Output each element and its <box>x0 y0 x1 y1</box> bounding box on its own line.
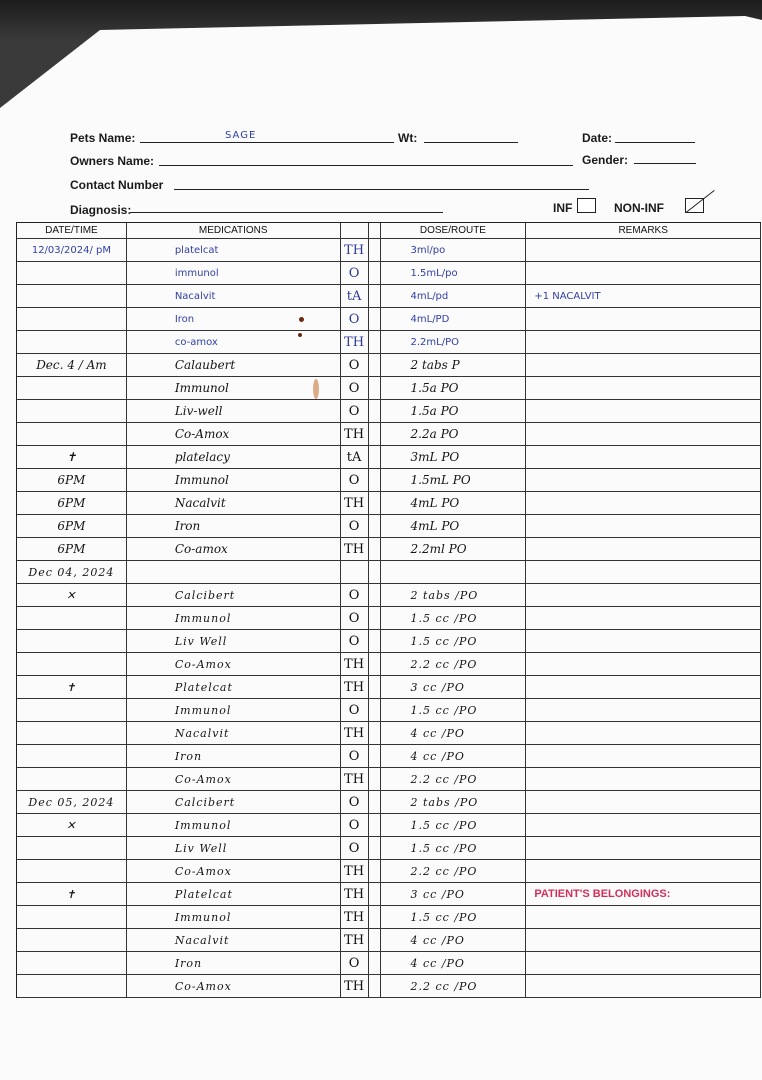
remarks-cell <box>526 630 761 652</box>
diagnosis-field[interactable] <box>130 212 443 213</box>
spacer-cell <box>369 239 381 261</box>
table-header <box>17 223 761 239</box>
medication-cell: Co-Amox <box>127 653 341 675</box>
table-row <box>17 331 761 354</box>
initials-cell: TH <box>341 929 369 951</box>
initials-cell: TH <box>341 883 369 905</box>
initials-cell: TH <box>341 492 369 514</box>
medication-cell: Nacalvit <box>127 929 341 951</box>
spacer-cell <box>369 906 381 928</box>
remarks-cell <box>526 561 761 583</box>
remarks-cell <box>526 676 761 698</box>
date-field[interactable] <box>615 142 695 143</box>
pets-name-field[interactable] <box>140 142 394 143</box>
contact-number-label: Contact Number <box>70 178 164 192</box>
table-row <box>17 561 761 584</box>
table-row <box>17 860 761 883</box>
table-row <box>17 699 761 722</box>
dose-route-cell: 2.2 cc /PO <box>381 975 527 997</box>
medication-cell: Liv Well <box>127 630 341 652</box>
initials-cell: TH <box>341 906 369 928</box>
medication-cell: Co-Amox <box>127 423 341 445</box>
remarks-cell <box>526 239 761 261</box>
date-time-cell <box>17 975 127 997</box>
remarks-cell <box>526 262 761 284</box>
initials-cell: O <box>341 400 369 422</box>
remarks-cell <box>526 952 761 974</box>
remarks-cell <box>526 515 761 537</box>
col-initials <box>341 223 369 238</box>
dose-route-cell: 2 tabs /PO <box>381 791 527 813</box>
initials-cell: O <box>341 745 369 767</box>
table-row <box>17 584 761 607</box>
spacer-cell <box>369 814 381 836</box>
table-row <box>17 308 761 331</box>
dose-route-cell: 4mL PO <box>381 515 527 537</box>
table-row <box>17 952 761 975</box>
remarks-cell <box>526 400 761 422</box>
remarks-cell <box>526 722 761 744</box>
dose-route-cell: 1.5mL/po <box>381 262 527 284</box>
dose-route-cell: 1.5 cc /PO <box>381 814 527 836</box>
dose-route-cell: 1.5a PO <box>381 400 527 422</box>
initials-cell: O <box>341 354 369 376</box>
spacer-cell <box>369 400 381 422</box>
dose-route-cell: 2.2 cc /PO <box>381 768 527 790</box>
dose-route-cell: 4mL PO <box>381 492 527 514</box>
dose-route-cell: 4 cc /PO <box>381 722 527 744</box>
date-time-cell <box>17 262 127 284</box>
spacer-cell <box>369 561 381 583</box>
owners-name-label: Owners Name: <box>70 154 155 168</box>
dose-route-cell: 2.2 cc /PO <box>381 653 527 675</box>
contact-number-field[interactable] <box>174 189 589 190</box>
initials-cell: O <box>341 308 369 330</box>
remarks-cell <box>526 837 761 859</box>
remarks-cell <box>526 469 761 491</box>
spacer-cell <box>369 423 381 445</box>
spacer-cell <box>369 354 381 376</box>
dose-route-cell: 2.2ml PO <box>381 538 527 560</box>
remarks-cell <box>526 423 761 445</box>
initials-cell: O <box>341 607 369 629</box>
medication-cell: co-amox <box>127 331 341 353</box>
initials-cell: O <box>341 377 369 399</box>
date-time-cell: 6PM <box>17 538 127 560</box>
remarks-cell <box>526 814 761 836</box>
col-medications: MEDICATIONS <box>127 223 341 238</box>
spacer-cell <box>369 676 381 698</box>
initials-cell: tA <box>341 446 369 468</box>
date-time-cell <box>17 308 127 330</box>
spacer-cell <box>369 538 381 560</box>
medication-cell: Immunol <box>127 814 341 836</box>
table-row <box>17 354 761 377</box>
dose-route-cell: 4mL/PD <box>381 308 527 330</box>
table-row <box>17 768 761 791</box>
dose-route-cell: 2.2 cc /PO <box>381 860 527 882</box>
inf-label: INF <box>553 201 573 215</box>
spacer-cell <box>369 837 381 859</box>
dose-route-cell: 2.2mL/PO <box>381 331 527 353</box>
remarks-cell: +1 NACALVIT <box>526 285 761 307</box>
table-row <box>17 906 761 929</box>
date-time-cell <box>17 952 127 974</box>
spacer-cell <box>369 630 381 652</box>
table-row <box>17 400 761 423</box>
initials-cell: TH <box>341 768 369 790</box>
medication-cell: Iron <box>127 515 341 537</box>
date-time-cell <box>17 906 127 928</box>
date-time-cell <box>17 745 127 767</box>
medication-cell: Immunol <box>127 607 341 629</box>
remarks-cell <box>526 653 761 675</box>
table-row <box>17 492 761 515</box>
medication-cell: Immunol <box>127 699 341 721</box>
initials-cell: TH <box>341 331 369 353</box>
dose-route-cell: 2 tabs /PO <box>381 584 527 606</box>
initials-cell: O <box>341 469 369 491</box>
table-row <box>17 975 761 998</box>
date-label: Date: <box>582 131 613 145</box>
table-row <box>17 837 761 860</box>
date-time-cell: ✝ <box>17 446 127 468</box>
remarks-cell <box>526 308 761 330</box>
table-row <box>17 630 761 653</box>
medication-cell: Platelcat <box>127 883 341 905</box>
spacer-cell <box>369 791 381 813</box>
col-date-time: DATE/TIME <box>17 223 127 238</box>
date-time-cell: ✝ <box>17 676 127 698</box>
medication-cell: Liv-well <box>127 400 341 422</box>
initials-cell: TH <box>341 653 369 675</box>
remarks-cell <box>526 584 761 606</box>
remarks-cell <box>526 906 761 928</box>
medication-cell: Co-amox <box>127 538 341 560</box>
gender-label: Gender: <box>582 153 629 167</box>
medication-cell: Platelcat <box>127 676 341 698</box>
owners-name-field[interactable] <box>159 165 573 166</box>
initials-cell: TH <box>341 423 369 445</box>
table-row <box>17 423 761 446</box>
table-row <box>17 722 761 745</box>
initials-cell: TH <box>341 239 369 261</box>
date-time-cell <box>17 331 127 353</box>
table-row <box>17 653 761 676</box>
initials-cell: TH <box>341 676 369 698</box>
medication-cell: Calaubert <box>127 354 341 376</box>
medication-cell: Co-Amox <box>127 975 341 997</box>
date-time-cell <box>17 630 127 652</box>
initials-cell: O <box>341 791 369 813</box>
date-time-cell <box>17 400 127 422</box>
stain-mark <box>298 333 302 337</box>
initials-cell: O <box>341 814 369 836</box>
spacer-cell <box>369 285 381 307</box>
initials-cell: O <box>341 952 369 974</box>
table-row <box>17 285 761 308</box>
dose-route-cell: 3 cc /PO <box>381 883 527 905</box>
medication-cell: platelcat <box>127 239 341 261</box>
pets-name-label: Pets Name: <box>70 131 136 145</box>
spacer-cell <box>369 377 381 399</box>
date-time-cell: 6PM <box>17 469 127 491</box>
non-inf-label: NON-INF <box>614 201 664 215</box>
table-row <box>17 239 761 262</box>
initials-cell: TH <box>341 538 369 560</box>
remarks-cell <box>526 538 761 560</box>
gender-field[interactable] <box>634 163 696 164</box>
table-row <box>17 745 761 768</box>
table-row <box>17 883 761 906</box>
date-time-cell <box>17 699 127 721</box>
spacer-cell <box>369 492 381 514</box>
initials-cell: tA <box>341 285 369 307</box>
medication-cell <box>127 561 341 583</box>
date-time-cell <box>17 837 127 859</box>
date-time-cell: ✕ <box>17 814 127 836</box>
medication-cell: Iron <box>127 745 341 767</box>
pets-name-value: SAGE <box>225 130 257 141</box>
spacer-cell <box>369 331 381 353</box>
dose-route-cell: 4 cc /PO <box>381 745 527 767</box>
spacer-cell <box>369 584 381 606</box>
medication-cell: Immunol <box>127 906 341 928</box>
spacer-cell <box>369 975 381 997</box>
wt-field[interactable] <box>424 142 518 143</box>
dose-route-cell: 4 cc /PO <box>381 929 527 951</box>
dose-route-cell: 1.5 cc /PO <box>381 607 527 629</box>
medication-cell: immunol <box>127 262 341 284</box>
dose-route-cell: 3ml/po <box>381 239 527 261</box>
spacer-cell <box>369 929 381 951</box>
medication-cell: Co-Amox <box>127 768 341 790</box>
initials-cell: TH <box>341 860 369 882</box>
remarks-cell <box>526 446 761 468</box>
table-row <box>17 676 761 699</box>
dose-route-cell: 1.5a PO <box>381 377 527 399</box>
remarks-cell <box>526 699 761 721</box>
col-remarks: REMARKS <box>526 223 761 238</box>
date-time-cell <box>17 929 127 951</box>
table-row <box>17 791 761 814</box>
remarks-cell <box>526 860 761 882</box>
medication-cell: Co-Amox <box>127 860 341 882</box>
date-time-cell: Dec 05, 2024 <box>17 791 127 813</box>
remarks-cell <box>526 354 761 376</box>
remarks-cell <box>526 745 761 767</box>
dose-route-cell: 2 tabs P <box>381 354 527 376</box>
date-time-cell <box>17 607 127 629</box>
initials-cell <box>341 561 369 583</box>
inf-checkbox[interactable] <box>577 198 596 213</box>
medication-cell: Iron <box>127 952 341 974</box>
table-row <box>17 515 761 538</box>
medication-cell: Nacalvit <box>127 722 341 744</box>
medication-cell: Nacalvit <box>127 492 341 514</box>
medication-cell: Nacalvit <box>127 285 341 307</box>
date-time-cell <box>17 768 127 790</box>
table-row <box>17 377 761 400</box>
remarks-cell <box>526 331 761 353</box>
spacer-cell <box>369 607 381 629</box>
medication-table <box>16 222 761 998</box>
spacer-cell <box>369 699 381 721</box>
initials-cell: O <box>341 262 369 284</box>
date-time-cell <box>17 377 127 399</box>
table-row <box>17 262 761 285</box>
date-time-cell: 12/03/2024/ pM <box>17 239 127 261</box>
table-row <box>17 469 761 492</box>
diagnosis-label: Diagnosis: <box>70 203 132 217</box>
remarks-cell <box>526 607 761 629</box>
spacer-cell <box>369 446 381 468</box>
date-time-cell: Dec. 4 / Am <box>17 354 127 376</box>
remarks-cell: PATIENT'S BELONGINGS: <box>526 883 761 905</box>
date-time-cell <box>17 423 127 445</box>
dose-route-cell: 1.5 cc /PO <box>381 699 527 721</box>
initials-cell: O <box>341 584 369 606</box>
spacer-cell <box>369 768 381 790</box>
dose-route-cell: 1.5mL PO <box>381 469 527 491</box>
spacer-cell <box>369 469 381 491</box>
stain-mark <box>299 317 304 322</box>
col-dose-route: DOSE/ROUTE <box>381 223 527 238</box>
table-row <box>17 446 761 469</box>
col-spacer <box>369 223 381 238</box>
medication-cell: Iron <box>127 308 341 330</box>
dose-route-cell: 4mL/pd <box>381 285 527 307</box>
remarks-cell <box>526 929 761 951</box>
initials-cell: TH <box>341 722 369 744</box>
spacer-cell <box>369 860 381 882</box>
spacer-cell <box>369 952 381 974</box>
table-row <box>17 607 761 630</box>
remarks-cell <box>526 791 761 813</box>
date-time-cell: ✝ <box>17 883 127 905</box>
date-time-cell <box>17 653 127 675</box>
dose-route-cell: 4 cc /PO <box>381 952 527 974</box>
dose-route-cell: 1.5 cc /PO <box>381 837 527 859</box>
medication-cell: Calcibert <box>127 791 341 813</box>
spacer-cell <box>369 745 381 767</box>
remarks-cell <box>526 768 761 790</box>
initials-cell: TH <box>341 975 369 997</box>
remarks-cell <box>526 492 761 514</box>
spacer-cell <box>369 262 381 284</box>
spacer-cell <box>369 308 381 330</box>
remarks-cell <box>526 377 761 399</box>
date-time-cell <box>17 860 127 882</box>
table-row <box>17 929 761 952</box>
dose-route-cell: 3 cc /PO <box>381 676 527 698</box>
date-time-cell: ✕ <box>17 584 127 606</box>
table-row <box>17 538 761 561</box>
remarks-cell <box>526 975 761 997</box>
stain-mark <box>313 379 319 399</box>
spacer-cell <box>369 722 381 744</box>
date-time-cell: Dec 04, 2024 <box>17 561 127 583</box>
table-row <box>17 814 761 837</box>
medication-cell: platelacy <box>127 446 341 468</box>
date-time-cell <box>17 285 127 307</box>
spacer-cell <box>369 515 381 537</box>
medication-cell: Liv Well <box>127 837 341 859</box>
medication-cell: Calcibert <box>127 584 341 606</box>
spacer-cell <box>369 653 381 675</box>
date-time-cell: 6PM <box>17 492 127 514</box>
date-time-cell <box>17 722 127 744</box>
initials-cell: O <box>341 699 369 721</box>
initials-cell: O <box>341 837 369 859</box>
dose-route-cell: 1.5 cc /PO <box>381 906 527 928</box>
dose-route-cell: 1.5 cc /PO <box>381 630 527 652</box>
dose-route-cell <box>381 561 527 583</box>
spacer-cell <box>369 883 381 905</box>
dose-route-cell: 2.2a PO <box>381 423 527 445</box>
medication-cell: Immunol <box>127 377 341 399</box>
medication-cell: Immunol <box>127 469 341 491</box>
wt-label: Wt: <box>398 131 418 145</box>
initials-cell: O <box>341 515 369 537</box>
initials-cell: O <box>341 630 369 652</box>
dose-route-cell: 3mL PO <box>381 446 527 468</box>
date-time-cell: 6PM <box>17 515 127 537</box>
